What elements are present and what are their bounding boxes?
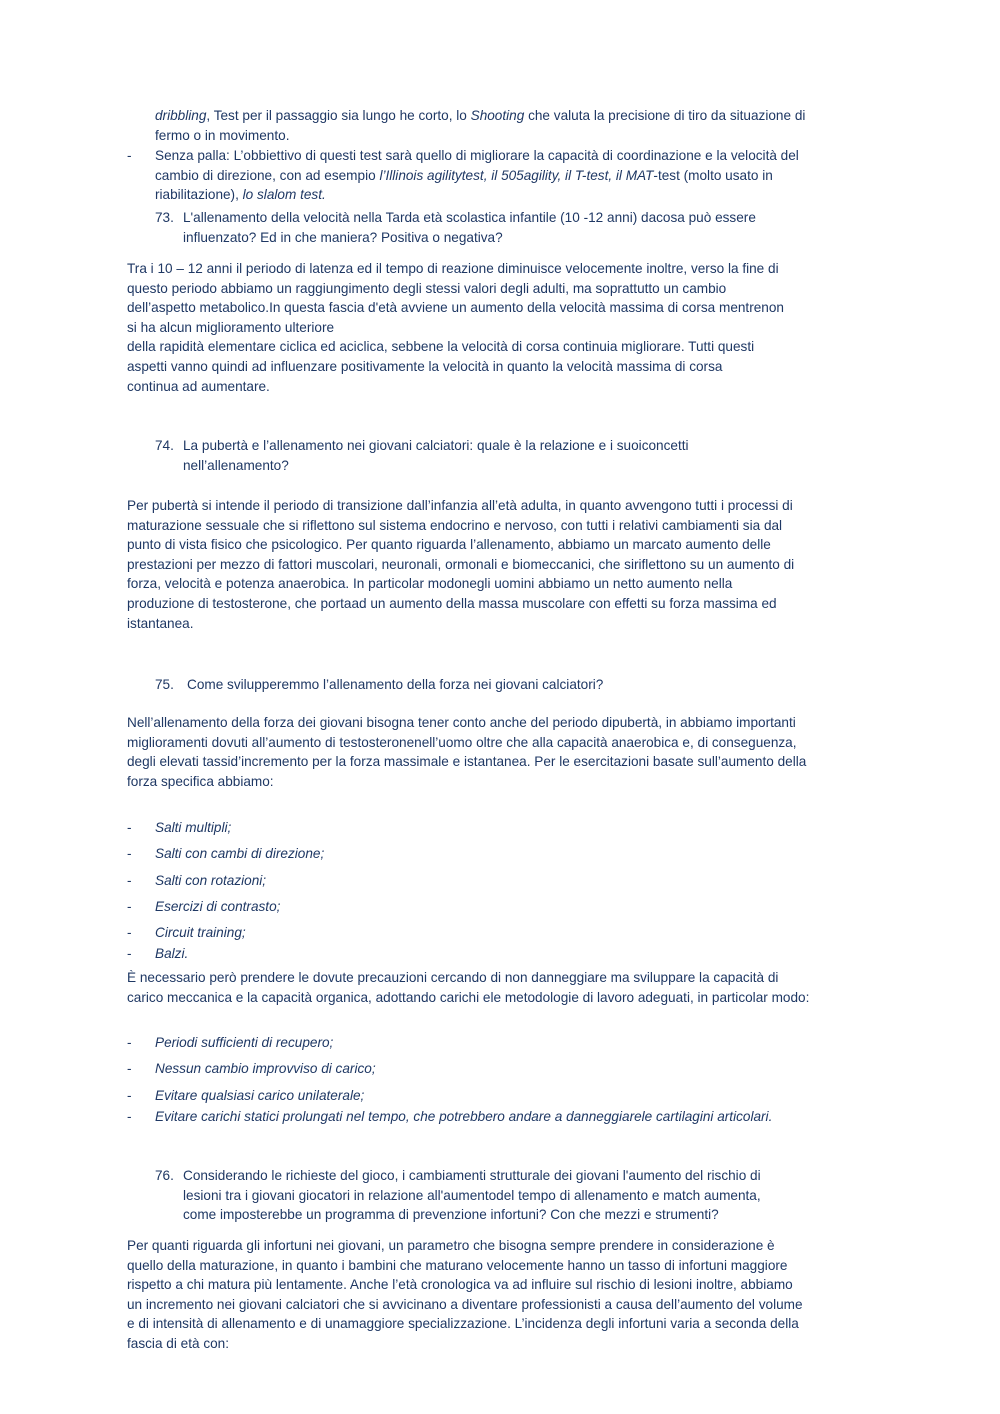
question-text: [183, 1166, 761, 1225]
intro-text-a: , Test per il passaggio sia lungo he corto, lo: [206, 108, 471, 123]
answer-75-line: miglioramenti dovuti all’aumento di testosteronenell’uomo oltre che alla capacità anaerobica e, di conseguenza,: [127, 734, 797, 750]
list-item-text: Evitare qualsiasi carico unilaterale;: [155, 1088, 365, 1103]
answer-73-line: della rapidità elementare ciclica ed aciclica, sebbene la velocità di corsa continuia migliorare. Tutti questi: [127, 339, 755, 355]
answer-76-line: un incremento nei giovani calciatori che si avvicinano a diventare professionisti a causa dell’aumento del volume: [127, 1296, 803, 1312]
answer-73-line: Tra i 10 – 12 anni il periodo di latenza ed il tempo di reazione diminuisce velocemente inoltre, verso la fine di: [127, 261, 779, 276]
intro-term-shooting: Shooting: [470, 108, 525, 123]
question-number: 74.: [155, 438, 174, 453]
answer-75-line: Nell’allenamento della forza dei giovani bisogna tener conto anche del periodo dipubertà, in abbiamo importanti: [127, 715, 796, 730]
answer-73-line: dell’aspetto metabolico.In questa fascia d'età avviene un aumento della velocità massima di corsa mentrenon: [127, 300, 784, 316]
question-76-line-1: Considerando le richieste del gioco, i cambiamenti strutturale dei giovani l'aumento del rischio di: [183, 1168, 761, 1183]
bullet-line-2: [155, 166, 799, 186]
bullet-line-2-a: cambio di direzione, con ad esempio: [155, 167, 380, 183]
answer-74-line: istantanea.: [127, 615, 194, 631]
list-item-text: Periodi sufficienti di recupero;: [155, 1035, 334, 1050]
question-76-line-3: come imposterebbe un programma di prevenzione infortuni? Con che mezzi e strumenti?: [183, 1207, 719, 1223]
question-76-line-2: lesioni tra i giovani giocatori in relazione all'aumentodel tempo di allenamento e match aumenta,: [183, 1187, 761, 1203]
question-text: [187, 675, 603, 695]
answer-74-line: produzione di testosterone, che portaad un aumento della massa muscolare con effetti su forza massima ed: [127, 595, 777, 611]
question-73-line-1: L'allenamento della velocità nella Tarda età scolastica infantile (10 -12 anni) dacosa può essere: [183, 210, 756, 225]
intro-text-b: che valuta la precisione di tiro da situazione di: [524, 108, 806, 123]
bullet-dash: -: [127, 820, 132, 835]
bullet-dash: -: [127, 946, 132, 961]
answer-74-line: Per pubertà si intende il periodo di transizione dall’infanzia all’età adulta, in quanto avvengono tutti i processi di: [127, 498, 793, 513]
intro-line-1: [155, 106, 865, 126]
list-item-text: Salti con rotazioni;: [155, 873, 267, 888]
bullet-line-2-b: -test (molto usato in: [653, 167, 773, 183]
answer-74-line: prestazioni per mezzo di fattori muscolari, neuronali, ormonali e biomeccanici, che siriflettono su un aumento di: [127, 556, 795, 572]
question-74-line-1: La pubertà e l’allenamento nei giovani calciatori: quale è la relazione e i suoiconcetti: [183, 438, 689, 453]
bullet-dash: -: [127, 873, 132, 888]
question-73-line-2: influenzato? Ed in che maniera? Positiva o negativa?: [183, 229, 503, 245]
answer-74-line: punto di vista fisico che psicologico. Per quanto riguarda l’allenamento, abbiamo un marcato aumento delle: [127, 537, 771, 553]
answer-76-line: e di intensità di allenamento e di unamaggiore specializzazione. L’incidenza degli infortuni varia a seconda della: [127, 1316, 799, 1332]
bullet-dash: -: [127, 1035, 132, 1050]
question-75-line-1: Come svilupperemmo l’allenamento della forza nei giovani calciatori?: [187, 677, 604, 692]
bullet-line-3: [155, 185, 799, 205]
question-text: [183, 208, 756, 247]
answer-75: [127, 713, 867, 791]
answer-73-line: questo periodo abbiamo un raggiungimento degli stessi valori degli adulti, ma soprattutto un cambio: [127, 280, 727, 296]
answer-75-line: forza specifica abbiamo:: [127, 773, 274, 789]
answer-74: [127, 496, 867, 633]
answer-74-line: forza, velocità e potenza anaerobica. In particolar modonegli uomini abbiamo un netto aumento nella: [127, 576, 733, 592]
list-item-text: Esercizi di contrasto;: [155, 899, 281, 914]
bullet-dash: -: [127, 1061, 132, 1076]
list-item-text: Nessun cambio improvviso di carico;: [155, 1061, 376, 1076]
answer-76-line: quello della maturazione, in quanto i bambini che maturano velocemente hanno un tasso di infortuni maggiore: [127, 1257, 788, 1273]
answer-75b-line: È necessario però prendere le dovute precauzioni cercando di non danneggiare ma sviluppare la capacità di: [127, 970, 779, 985]
list-item-text: Evitare carichi statici prolungati nel tempo, che potrebbero andare a danneggiarele cartilagini articolari.: [155, 1109, 773, 1124]
answer-75-line: degli elevati tassid’incremento per la forza massimale e istantanea. Per le esercitazioni basate sull’aumento della: [127, 754, 807, 770]
question-74-line-2: nell’allenamento?: [183, 457, 289, 473]
bullet-dash: -: [127, 1088, 132, 1103]
bullet-text: [155, 146, 799, 205]
question-number: 75.: [155, 677, 174, 692]
bullet-dash: -: [127, 1109, 132, 1124]
answer-74-line: maturazione sessuale che si riflettono sul sistema endocrino e nervoso, con tutti i relativi cambiamenti sia dal: [127, 517, 783, 533]
question-number: 73.: [155, 210, 174, 225]
list-item-text: Salti con cambi di direzione;: [155, 846, 325, 861]
bullet-dash: -: [127, 925, 132, 940]
bullet-line-3-slalom: lo slalom test.: [242, 187, 326, 203]
question-text: [183, 436, 689, 475]
answer-75-continued: [127, 968, 867, 1007]
answer-76-line: Per quanti riguarda gli infortuni nei giovani, un parametro che bisogna sempre prendere in considerazione è: [127, 1238, 775, 1253]
bullet-dash: -: [127, 148, 132, 163]
bullet-dash: -: [127, 846, 132, 861]
bullet-line-3-a: riabilitazione),: [155, 187, 243, 203]
answer-73: [127, 259, 867, 396]
bullet-line-1: Senza palla: L’obbiettivo di questi test sarà quello di migliorare la capacità di coordinazione e la velocità del: [155, 148, 799, 163]
answer-73-line: aspetti vanno quindi ad influenzare positivamente la velocità in quanto la velocità massima di corsa: [127, 358, 723, 374]
intro-line-2: fermo o in movimento.: [155, 127, 290, 143]
bullet-line-2-tests: l’Illinois agilitytest, il 505agility, il T-test, il MAT: [379, 167, 654, 183]
list-item-text: Circuit training;: [155, 925, 246, 940]
answer-73-line: si ha alcun miglioramento ulteriore: [127, 319, 335, 335]
answer-75b-line: carico meccanica e la capacità organica, adottando carichi ele metodologie di lavoro adeguati, in particolar modo:: [127, 989, 810, 1005]
list-item-text: Balzi.: [155, 946, 189, 961]
bullet-dash: -: [127, 899, 132, 914]
intro-paragraph: [155, 106, 865, 145]
answer-76-line: fascia di età con:: [127, 1335, 230, 1351]
list-item-text: Salti multipli;: [155, 820, 232, 835]
intro-term-dribbling: dribbling: [155, 108, 207, 123]
answer-73-line: continua ad aumentare.: [127, 378, 270, 394]
answer-76: [127, 1236, 867, 1354]
question-number: 76.: [155, 1168, 174, 1183]
answer-76-line: rispetto a chi matura più lentamente. Anche l’età cronologica va ad influire sul rischio di lesioni inoltre, abbiamo: [127, 1277, 793, 1293]
